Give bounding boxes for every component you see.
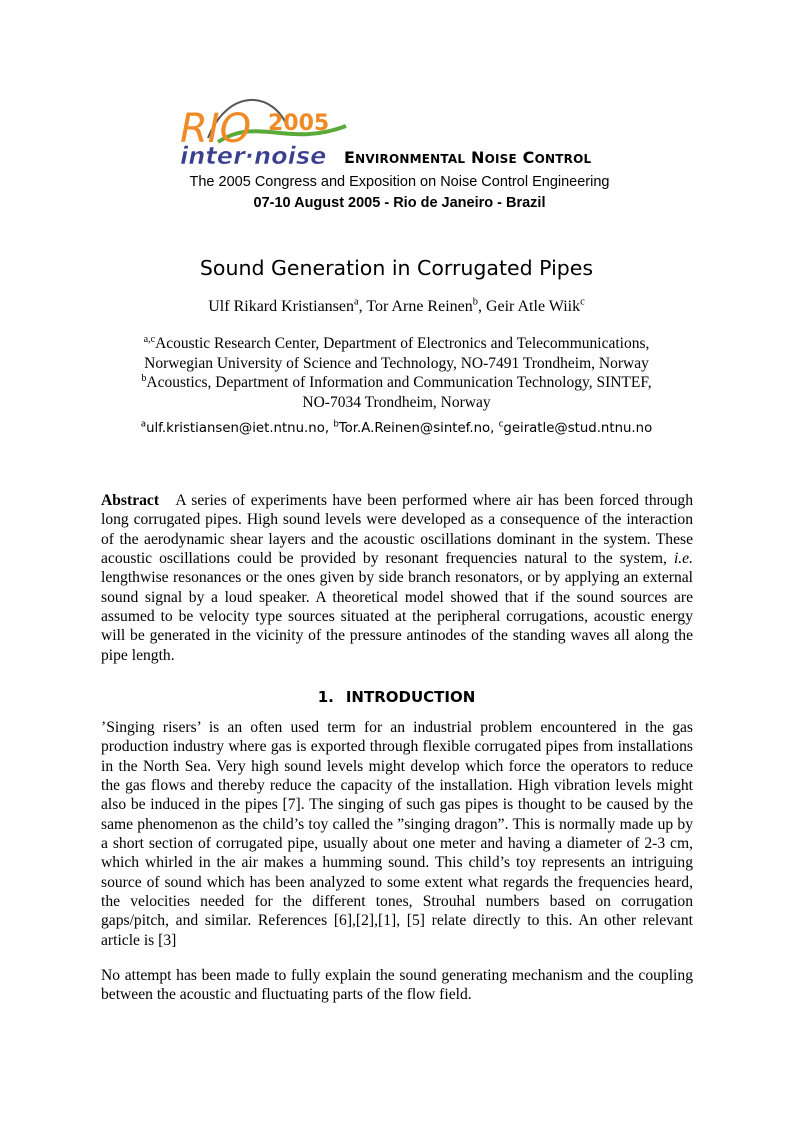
affiliation-mark: a,c	[143, 333, 156, 345]
paper-title: Sound Generation in Corrugated Pipes	[199, 256, 594, 280]
series-word-3-rest: ONTROL	[534, 152, 592, 166]
affiliation-mark: b	[141, 372, 147, 384]
series-word-2-rest: OISE	[484, 152, 517, 166]
section-heading	[0, 688, 793, 706]
author-affiliation-mark: c	[580, 296, 585, 308]
series-word-1-initial: E	[344, 148, 356, 167]
author-name: Geir Atle Wiik	[485, 298, 581, 315]
conference-logo	[178, 98, 348, 170]
author-name: Ulf Rikard Kristiansen	[208, 298, 354, 315]
affiliation-b-line-1	[0, 374, 793, 392]
author-name: Tor Arne Reinen	[366, 298, 473, 315]
conference-series-name	[344, 148, 591, 167]
series-word-2-initial: N	[470, 148, 485, 167]
email-link[interactable]: geiratle@stud.ntnu.no	[503, 421, 653, 436]
affiliation-ac-line-2: Norwegian University of Science and Technology, NO-7491 Trondheim, Norway	[144, 355, 649, 372]
affiliation-ac-line-1	[0, 335, 793, 353]
logo-rio: RIO	[180, 106, 252, 152]
email-link[interactable]: ulf.kristiansen@iet.ntnu.no	[146, 421, 325, 436]
intro-paragraph-1: ’Singing risers’ is an often used term for an industrial problem encountered in the gas production industry where gas is exported through flexible corrugated pipes from installations in the North Sea. Very high sound levels might develop which force the operators to reduce the gas flows and thereby reduce the capacity of the installation. High vibration levels might also be induced in the pipes [7]. The singing of such gas pipes is thought to be caused by the same phenomenon as the child’s toy called the ”singing dragon”. This is normally made up by a short section of corrugated pipe, usually about one meter and having a diameter of 2-3 cm, which whirled in the air makes a humming sound. This child’s toy represents an intriguing source of sound which has been analyzed to some extent what regards the frequencies heard, the velocities needed for the different tones, Strouhal numbers based on corrugation gaps/pitch, and similar. References [6],[2],[1], [5] relate directly to this. An other relevant article is [3]	[101, 719, 693, 949]
conference-title: The 2005 Congress and Exposition on Noise Control Engineering	[189, 174, 610, 190]
email-mark: b	[333, 419, 339, 430]
affiliation-text: Acoustics, Department of Information and Communication Technology, SINTEF,	[146, 374, 652, 391]
affiliation-text: Acoustic Research Center, Department of Electronics and Telecommunications,	[155, 335, 650, 352]
series-word-3-initial: C	[522, 148, 535, 167]
author-list: Ulf Rikard Kristiansen$^a$, Tor Arne Reinen$^b$, Geir Atle Wiik$^c$	[208, 296, 585, 315]
abstract-text: A series of experiments have been performed where air has been forced through long corrugated pipes. High sound levels were developed as a consequence of the interaction of the aerodynamic shear layers and the acoustic oscillations dominant in the system. These acoustic oscillations could be provided by resonant frequencies natural to the system,	[101, 492, 693, 568]
logo-year: 2005	[268, 111, 330, 136]
logo-internoise: inter·noise	[180, 142, 327, 170]
conference-date-location: 07-10 August 2005 - Rio de Janeiro - Brazil	[253, 195, 546, 211]
abstract-label: Abstract	[101, 492, 160, 509]
email-mark: a	[140, 419, 147, 430]
email-mark: c	[498, 419, 504, 430]
author-emails: $^a$ulf.kristiansen@iet.ntnu.no, $^b$Tor.A.Reinen@sintef.no, $^c$geiratle@stud.ntnu.no	[140, 419, 653, 436]
intro-paragraph-2: No attempt has been made to fully explain the sound generating mechanism and the coupling between the acoustic and fluctuating parts of the flow field.	[101, 967, 693, 1004]
section-title: INTRODUCTION	[345, 688, 476, 706]
author-affiliation-mark: a	[354, 296, 359, 308]
abstract-ie: i.e.	[673, 550, 693, 568]
author-affiliation-mark: b	[472, 296, 478, 308]
email-link[interactable]: Tor.A.Reinen@sintef.no	[338, 421, 491, 436]
series-word-1-rest: NVIRONMENTAL	[355, 152, 466, 166]
abstract	[101, 491, 693, 665]
section-number: 1.	[317, 688, 334, 706]
abstract-text: lengthwise resonances or the ones given by side branch resonators, or by applying an external sound signal by a loud speaker. A theoretical model showed that if the sound sources are assumed to be velocity type sources situated at the peripheral corrugations, acoustic energy will be generated in the vicinity of the pressure antinodes of the standing waves all along the pipe length.	[101, 569, 693, 664]
affiliation-b-line-2: NO-7034 Trondheim, Norway	[302, 394, 491, 411]
